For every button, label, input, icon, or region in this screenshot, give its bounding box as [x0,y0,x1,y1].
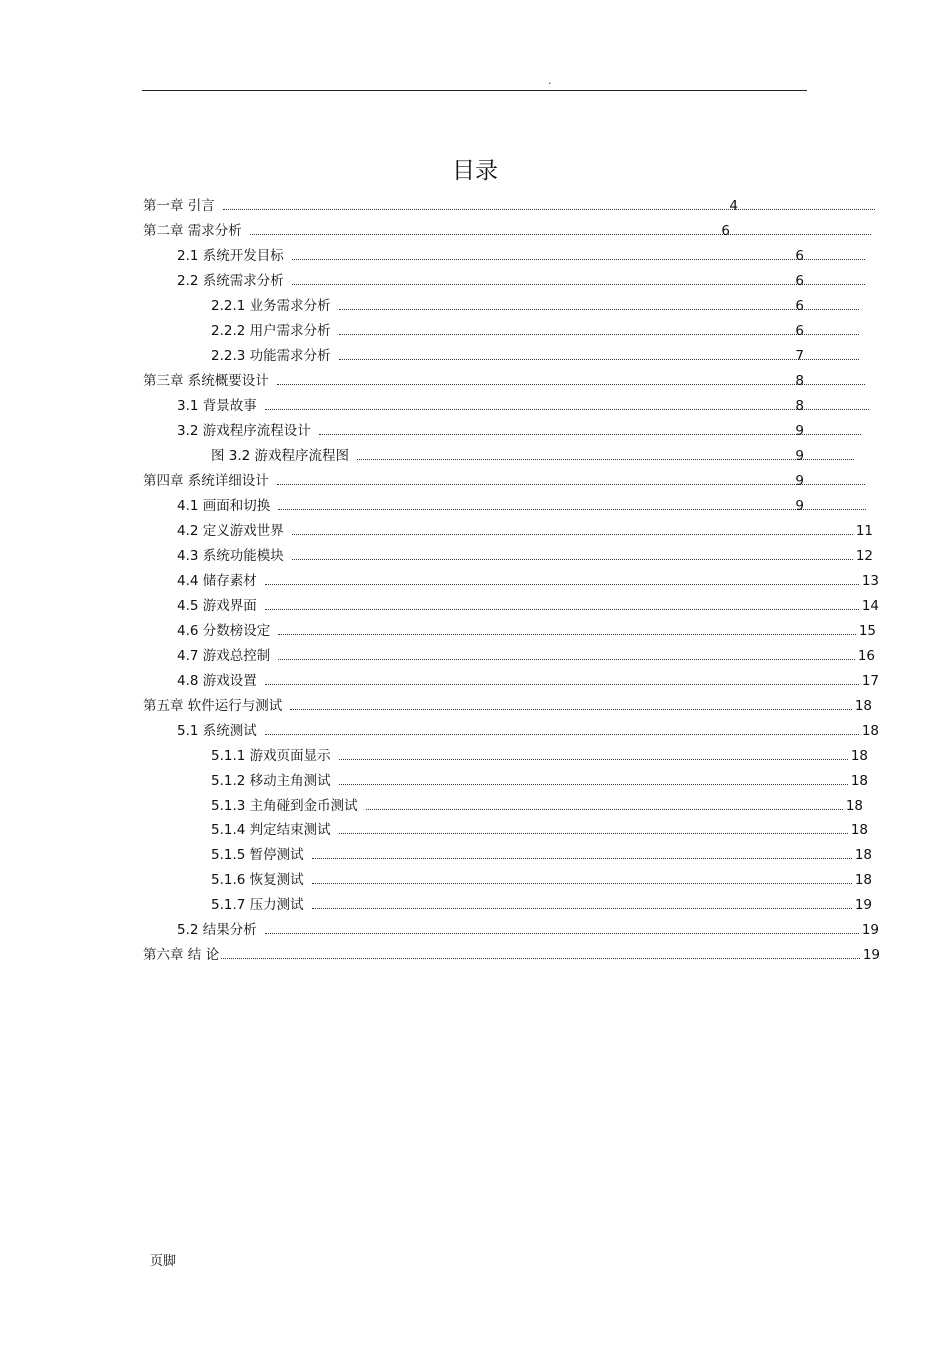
toc-entry-page: 14 [861,598,879,614]
dot-leader [339,309,859,310]
toc-entry[interactable] [143,943,880,963]
toc-entry-page: 18 [854,698,872,714]
toc-entry[interactable] [143,694,872,714]
toc-entry-label: 4.3 系统功能模块 [177,548,284,564]
dot-leader [265,409,869,410]
toc-entry-page: 18 [850,773,868,789]
page-footer: 页脚 [150,1254,177,1269]
dot-leader [339,334,859,335]
toc-entry[interactable] [211,868,872,888]
toc-entry-page: 18 [854,847,872,863]
toc-entry-label: 4.8 游戏设置 [177,673,257,689]
toc-entry-page: 9 [795,473,804,489]
toc-entry-page: 19 [854,897,872,913]
dot-leader [265,933,859,934]
toc-entry[interactable] [177,544,873,564]
dot-leader [366,809,843,810]
toc-entry-label: 5.1 系统测试 [177,723,257,739]
toc-entry[interactable] [211,294,859,314]
toc-entry-label: 3.2 游戏程序流程设计 [177,423,311,439]
toc-entry-page: 8 [795,398,804,414]
dot-leader [277,484,865,485]
toc-entry[interactable] [143,469,865,489]
toc-entry-page: 18 [854,872,872,888]
toc-entry-label: 5.1.7 压力测试 [211,897,304,913]
dot-leader [265,734,859,735]
toc-entry-page: 15 [858,623,876,639]
toc-entry[interactable] [177,719,879,739]
toc-entry-label: 4.2 定义游戏世界 [177,523,284,539]
toc-entry-page: 7 [795,348,804,364]
toc-entry-page: 16 [857,648,875,664]
toc-entry[interactable] [177,419,861,439]
dot-leader [265,684,859,685]
toc-entry-page: 19 [861,922,879,938]
dot-leader [265,584,859,585]
toc-entry-page: 12 [855,548,873,564]
toc-entry-page: 6 [721,223,730,239]
toc-entry-label: 5.1.4 判定结束测试 [211,822,331,838]
toc-entry[interactable] [143,369,865,389]
toc-entry[interactable] [211,843,872,863]
toc-entry-page: 13 [861,573,879,589]
dot-leader [277,384,865,385]
header-mark: . [548,74,552,87]
toc-entry-label: 2.2 系统需求分析 [177,273,284,289]
toc-entry-page: 18 [850,748,868,764]
toc-entry-page: 11 [855,523,873,539]
toc-entry[interactable] [211,319,859,339]
dot-leader [292,284,865,285]
toc-entry[interactable] [177,494,866,514]
toc-entry[interactable] [177,394,869,414]
toc-entry[interactable] [211,744,868,764]
toc-entry-page: 9 [795,448,804,464]
dot-leader [223,209,875,210]
toc-entry[interactable] [143,219,871,239]
dot-leader [290,709,852,710]
toc-entry-page: 6 [795,323,804,339]
toc-entry[interactable] [211,818,868,838]
toc-entry[interactable] [177,644,875,664]
dot-leader [357,459,854,460]
toc-entry-page: 8 [795,373,804,389]
toc-entry-label: 2.2.3 功能需求分析 [211,348,331,364]
toc-entry-label: 4.4 储存素材 [177,573,257,589]
dot-leader [250,234,871,235]
dot-leader [278,509,866,510]
header-rule [142,90,807,91]
toc-entry-label: 第三章 系统概要设计 [143,373,269,389]
toc-entry-page: 17 [861,673,879,689]
toc-entry-label: 第六章 结 论 [143,947,220,963]
dot-leader [319,434,861,435]
toc-entry-label: 5.1.2 移动主角测试 [211,773,331,789]
toc-entry-label: 2.2.2 用户需求分析 [211,323,331,339]
toc-entry-label: 5.2 结果分析 [177,922,257,938]
toc-entry-label: 4.1 画面和切换 [177,498,271,514]
dot-leader [265,609,859,610]
toc-entry-label: 4.7 游戏总控制 [177,648,271,664]
dot-leader [339,359,859,360]
toc-entry-page: 6 [795,248,804,264]
toc-entry-label: 图 3.2 游戏程序流程图 [211,448,350,464]
toc-entry[interactable] [211,893,872,913]
dot-leader [292,559,853,560]
toc-entry[interactable] [177,669,879,689]
toc-entry-label: 4.6 分数榜设定 [177,623,271,639]
toc-entry[interactable] [177,594,879,614]
toc-entry[interactable] [177,569,879,589]
toc-entry-page: 4 [729,198,738,214]
dot-leader [339,833,848,834]
dot-leader [312,908,852,909]
toc-entry[interactable] [211,444,854,464]
dot-leader [278,634,856,635]
toc-entry-label: 4.5 游戏界面 [177,598,257,614]
dot-leader [339,759,848,760]
dot-leader [292,259,865,260]
dot-leader [221,958,860,959]
toc-entry[interactable] [143,194,875,214]
toc-entry-page: 9 [795,498,804,514]
toc-entry[interactable] [211,344,859,364]
toc-entry-page: 18 [850,822,868,838]
page-title: 目录 [452,158,498,184]
toc-entry-page: 19 [862,947,880,963]
toc-entry-page: 18 [845,798,863,814]
toc-entry-label: 2.2.1 业务需求分析 [211,298,331,314]
dot-leader [278,659,855,660]
toc-entry-label: 5.1.1 游戏页面显示 [211,748,331,764]
toc-entry-label: 第二章 需求分析 [143,223,242,239]
toc-entry-label: 5.1.5 暂停测试 [211,847,304,863]
toc-entry-label: 第一章 引言 [143,198,215,214]
toc-entry[interactable] [177,244,865,264]
toc-entry[interactable] [211,794,863,814]
toc-entry[interactable] [211,769,868,789]
toc-entry[interactable] [177,269,865,289]
toc-entry-label: 2.1 系统开发目标 [177,248,284,264]
toc-entry-label: 3.1 背景故事 [177,398,257,414]
toc-entry-page: 6 [795,298,804,314]
dot-leader [312,858,852,859]
toc-entry[interactable] [177,619,876,639]
toc-entry-label: 5.1.6 恢复测试 [211,872,304,888]
toc-entry-page: 18 [861,723,879,739]
toc-entry-page: 9 [795,423,804,439]
toc-entry-page: 6 [795,273,804,289]
dot-leader [312,883,852,884]
toc-entry-label: 5.1.3 主角碰到金币测试 [211,798,358,814]
toc-entry-label: 第五章 软件运行与测试 [143,698,283,714]
dot-leader [292,534,853,535]
dot-leader [339,784,848,785]
toc-entry-label: 第四章 系统详细设计 [143,473,269,489]
toc-entry[interactable] [177,918,879,938]
toc-entry[interactable] [177,519,873,539]
